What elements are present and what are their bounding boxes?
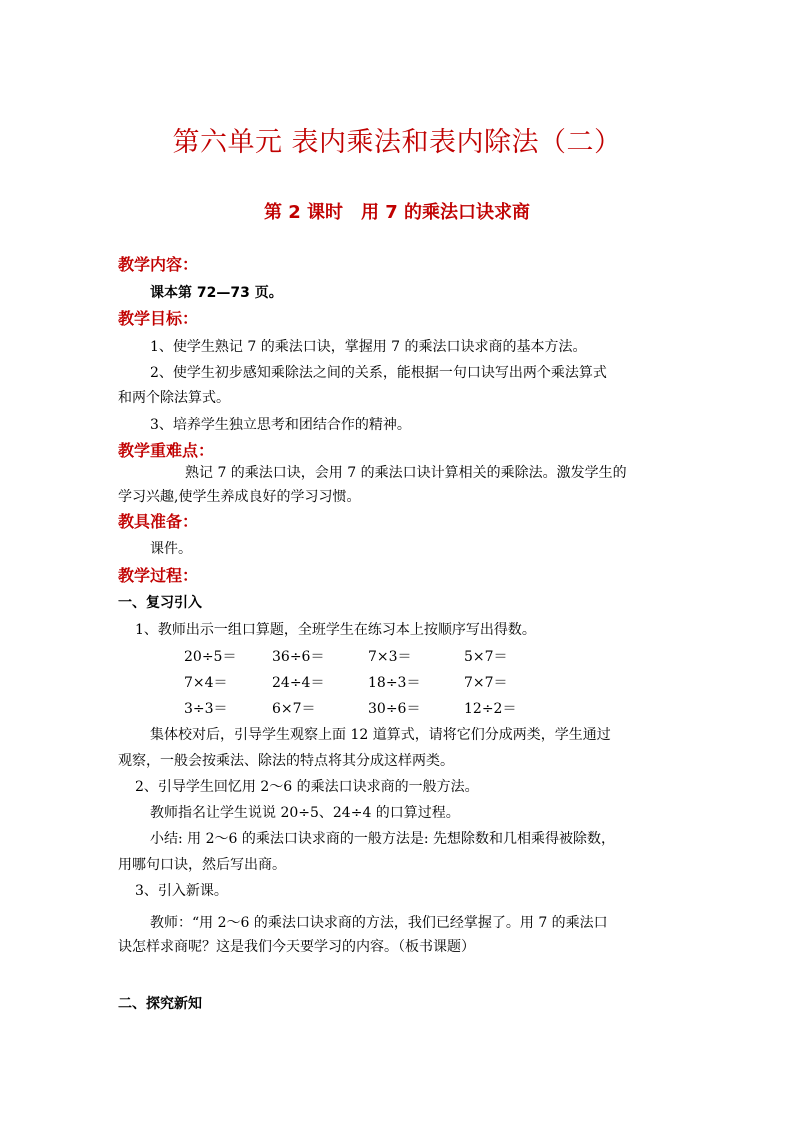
lesson-title: 第 2 课时 用 7 的乘法口诀求商: [263, 202, 531, 223]
keypoints-line-2: 学习兴趣,使学生养成良好的学习习惯。: [118, 489, 361, 505]
problem-cell: 18÷3＝: [368, 675, 421, 691]
process-heading: 教学过程：: [118, 566, 199, 585]
process-step-2-detail: 教师指名让学生说说 20÷5、24÷4 的口算过程。: [150, 805, 460, 821]
problem-cell: 36÷6＝: [272, 649, 325, 665]
section-1-heading: 一、复习引入: [118, 595, 202, 611]
problem-cell: 12÷2＝: [464, 701, 517, 717]
problem-cell: 7×3＝: [368, 649, 412, 665]
problem-cell: 3÷3＝: [184, 701, 228, 717]
keypoints-line-1: 熟记 7 的乘法口诀，会用 7 的乘法口诀计算相关的乘除法。激发学生的: [185, 465, 627, 481]
materials-text: 课件。: [150, 541, 192, 557]
process-step-1: 1、教师出示一组口算题，全班学生在练习本上按顺序写出得数。: [135, 622, 536, 638]
content-text: 课本第 72—73 页。: [150, 285, 283, 301]
summary-line-1: 小结: 用 2～6 的乘法口诀求商的一般方法是: 先想除数和几相乘得被除数，: [150, 831, 616, 847]
goals-heading: 教学目标：: [118, 309, 199, 328]
materials-heading: 教具准备：: [118, 512, 199, 531]
keypoints-heading: 教学重难点：: [118, 441, 215, 460]
goal-item-1: 1、使学生熟记 7 的乘法口诀，掌握用 7 的乘法口诀求商的基本方法。: [150, 339, 587, 355]
summary-line-2: 用哪句口诀，然后写出商。: [118, 857, 286, 873]
goal-item-3: 3、培养学生独立思考和团结合作的精神。: [150, 417, 411, 433]
process-step-3: 3、引入新课。: [135, 883, 228, 899]
teacher-line-2: 诀怎样求商呢？这是我们今天要学习的内容。（板书课题）: [118, 939, 475, 955]
problem-cell: 5×7＝: [464, 649, 508, 665]
goal-item-2-line-1: 2、使学生初步感知乘除法之间的关系，能根据一句口诀写出两个乘法算式: [150, 365, 607, 381]
content-heading: 教学内容：: [118, 255, 199, 274]
check-line-2: 观察，一般会按乘法、除法的特点将其分成这样两类。: [118, 753, 454, 769]
problem-cell: 24÷4＝: [272, 675, 325, 691]
unit-title: 第六单元 表内乘法和表内除法（二）: [172, 127, 622, 158]
problem-cell: 6×7＝: [272, 701, 316, 717]
process-step-2: 2、引导学生回忆用 2～6 的乘法口诀求商的一般方法。: [135, 779, 479, 795]
teacher-line-1: 教师：“用 2～6 的乘法口诀求商的方法，我们已经掌握了。用 7 的乘法口: [150, 915, 608, 931]
goal-item-2-line-2: 和两个除法算式。: [118, 390, 230, 406]
problem-cell: 20÷5＝: [184, 649, 237, 665]
problem-cell: 7×7＝: [464, 675, 508, 691]
check-line-1: 集体校对后，引导学生观察上面 12 道算式，请将它们分成两类，学生通过: [150, 727, 611, 743]
problem-cell: 30÷6＝: [368, 701, 421, 717]
section-2-heading: 二、探究新知: [118, 996, 202, 1012]
problem-cell: 7×4＝: [184, 675, 228, 691]
